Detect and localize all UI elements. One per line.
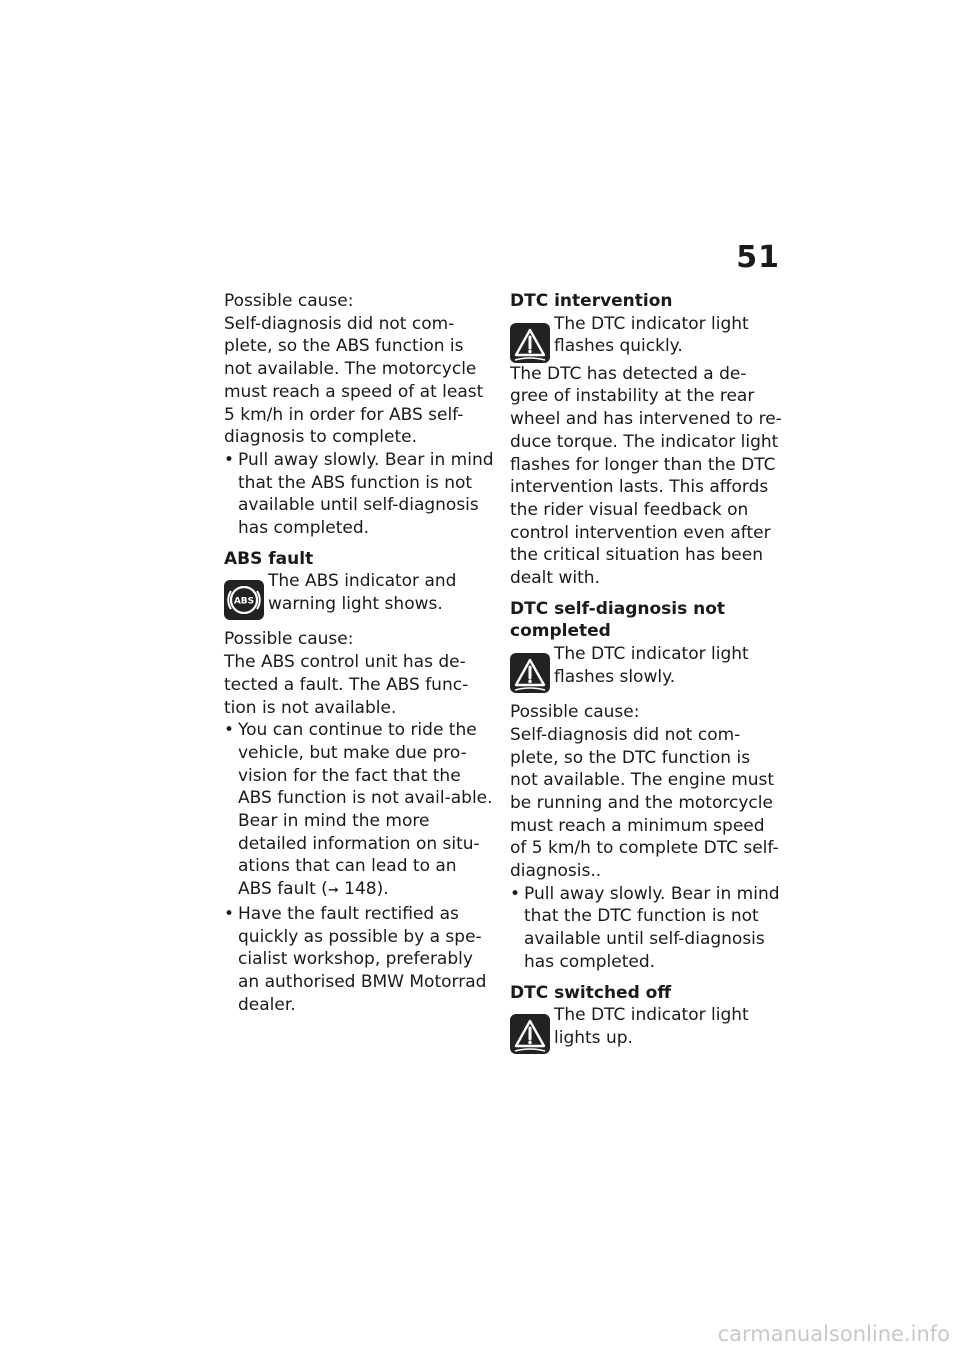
page-reference-link[interactable]: 148	[344, 879, 377, 900]
dtc-selfdiag-heading: DTC self-diagnosis not completed	[510, 598, 726, 642]
dtc-warning-triangle-icon	[510, 653, 550, 693]
abs-fault-heading: ABS fault	[224, 548, 314, 569]
dtc-indicator-row	[510, 643, 782, 693]
abs-fault-text: The ABS control unit has de-tected a fault. The ABS func-tion is not available.	[224, 652, 469, 718]
list-item: • You can continue to ride the vehicle, but make due pro-vision for the fact that the ABS function is not avail-able. Bear in mind the more detailed information on situ-ations that can lead to an ABS fault (➞ 148).	[224, 719, 494, 903]
abs-indicator-text: The ABS indicator and warning light shows.	[268, 571, 457, 615]
left-column	[224, 290, 494, 1016]
dtc-intervention-text: The DTC has detected a de-gree of instability at the rear wheel and has intervened to re-duce torque. The indicator light flashes for longer than the DTC intervention lasts. This affords the rider visual feedback on control intervention even after the critical situation has been dealt with.	[510, 363, 782, 589]
dtc-warning-triangle-icon	[510, 323, 550, 363]
watermark: carmanualsonline.info	[717, 1322, 950, 1346]
dtc-indicator-row	[510, 1004, 782, 1054]
bullet-list	[224, 449, 494, 540]
svg-text:ABS: ABS	[233, 596, 255, 607]
dtc-indicator-text: The DTC indicator light flashes quickly.	[554, 313, 749, 357]
abs-indicator-row	[224, 570, 494, 620]
bullet-list	[224, 719, 494, 1016]
abs-fault-bullet-text: You can continue to ride the vehicle, but make due pro-vision for the fact that the ABS function is not avail-able. Bear in mind the more detailed information on situ-ations that can lead to an ABS fault	[238, 720, 493, 900]
dtc-intervention-heading: DTC intervention	[510, 291, 673, 311]
possible-cause-label: Possible cause:	[510, 702, 640, 723]
dtc-off-heading: DTC switched off	[510, 982, 672, 1003]
dtc-indicator-text: The DTC indicator light lights up.	[554, 1005, 749, 1048]
list-item: • Pull away slowly. Bear in mind that the ABS function is not available until self-diagnosis has completed.	[224, 449, 494, 540]
abs-selfdiag-text: Self-diagnosis did not com-plete, so the ABS function is not available. The motorcycle must reach a speed of at least 5 km/h in order for ABS self-diagnosis to complete.	[224, 313, 484, 448]
reference-arrow-icon: ➞	[327, 883, 339, 899]
abs-warning-icon	[224, 580, 264, 620]
page-number: 51	[736, 240, 780, 275]
list-item: • Have the fault rectified as quickly as possible by a spe-cialist workshop, preferably an authorised BMW Motorrad dealer.	[224, 903, 494, 1017]
possible-cause-label: Possible cause:	[224, 291, 354, 311]
dtc-indicator-row	[510, 313, 782, 363]
right-column	[510, 290, 782, 1054]
bullet-list	[510, 883, 782, 974]
list-item: • Pull away slowly. Bear in mind that the DTC function is not available until self-diagnosis has completed.	[510, 883, 782, 974]
dtc-indicator-text: The DTC indicator light flashes slowly.	[554, 644, 749, 687]
dtc-selfdiag-text: Self-diagnosis did not com-plete, so the DTC function is not available. The engine must be running and the motorcycle must reach a minimum speed of 5 km/h to complete DTC self-diagnosis..	[510, 724, 779, 882]
dtc-warning-triangle-icon	[510, 1014, 550, 1054]
possible-cause-label: Possible cause:	[224, 629, 354, 650]
